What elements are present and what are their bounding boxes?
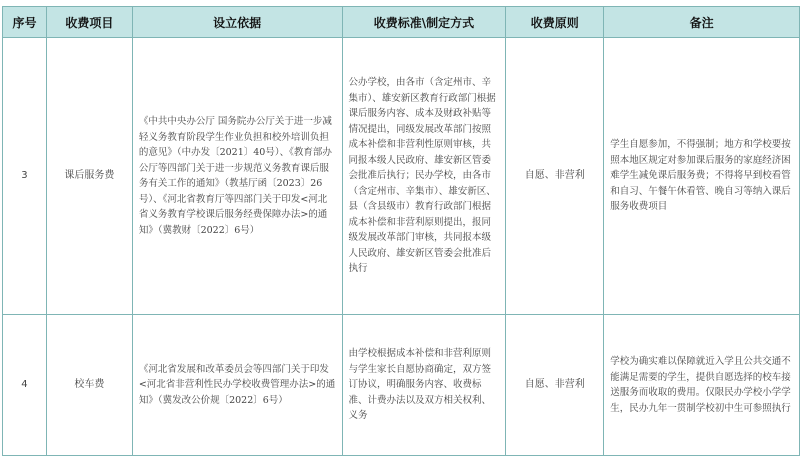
header-item: 收费项目 (46, 7, 132, 38)
principle-cell: 自愿、非营利 (506, 315, 604, 456)
basis-text: 《中共中央办公厅 国务院办公厅关于进一步减轻义务教育阶段学生作业负担和校外培训负担的意见》（中办发〔2021〕40号）、《教育部办公厅等四部门关于进一步规范义务教育课后服务有关工作的通知》（教基厅函〔2023〕26号）、《河北省教育厅等四部门关于印发<河北省义务教育学校课后服务经费保障办法>的通知》（冀教财〔2022〕6号） (138, 116, 332, 236)
header-basis: 设立依据 (132, 7, 342, 38)
header-note: 备注 (604, 7, 800, 38)
header-principle: 收费原则 (506, 7, 604, 38)
item-cell: 课后服务费 (46, 38, 132, 315)
table-row (3, 315, 800, 456)
header-serial: 序号 (3, 7, 47, 38)
principle-cell: 自愿、非营利 (506, 38, 604, 315)
basis-cell (132, 38, 342, 315)
basis-cell (132, 315, 342, 456)
standard-text: 由学校根据成本补偿和非营利原则与学生家长自愿协商确定，双方签订协议，明确服务内容、收费标准、计费办法以及双方相关权利、义务 (348, 348, 492, 422)
table-header-row (3, 7, 800, 38)
table-row (3, 38, 800, 315)
note-cell (604, 315, 800, 456)
serial-cell: 3 (3, 38, 47, 315)
header-standard: 收费标准\制定方式 (342, 7, 506, 38)
note-cell (604, 38, 800, 315)
standard-text: 公办学校，由各市（含定州市、辛集市）、雄安新区教育行政部门根据课后服务内容、成本及财政补贴等情况提出，同级发展改革部门按照成本补偿和非营利性原则审核，共同报本级人民政府、雄安新区管委会批准后执行；民办学校，由各市（含定州市、辛集市）、雄安新区、县（含县级市）教育行政部门根据成本补偿和非营利原则提出，报同级发展改革部门审核，共同报本级人民政府、雄安新区管委会批准后执行 (348, 77, 496, 275)
fee-table (2, 6, 800, 456)
standard-cell (342, 38, 506, 315)
note-text: 学校为确实难以保障就近入学且公共交通不能满足需要的学生，提供自愿选择的校车接送服务而收取的费用。仅限民办学校小学学生，民办九年一贯制学校初中生可参照执行 (610, 356, 791, 414)
item-cell: 校车费 (46, 315, 132, 456)
basis-text: 《河北省发展和改革委员会等四部门关于印发<河北省非营利性民办学校收费管理办法>的通知》（冀发改公价规〔2022〕6号） (138, 363, 336, 406)
standard-cell (342, 315, 506, 456)
note-text: 学生自愿参加，不得强制；地方和学校要按照本地区规定对参加课后服务的家庭经济困难学生减免课后服务费；不得将早到校看管和自习、午餐午休看管、晚自习等纳入课后服务收费项目 (610, 139, 791, 213)
fee-table-container (2, 6, 800, 456)
serial-cell: 4 (3, 315, 47, 456)
